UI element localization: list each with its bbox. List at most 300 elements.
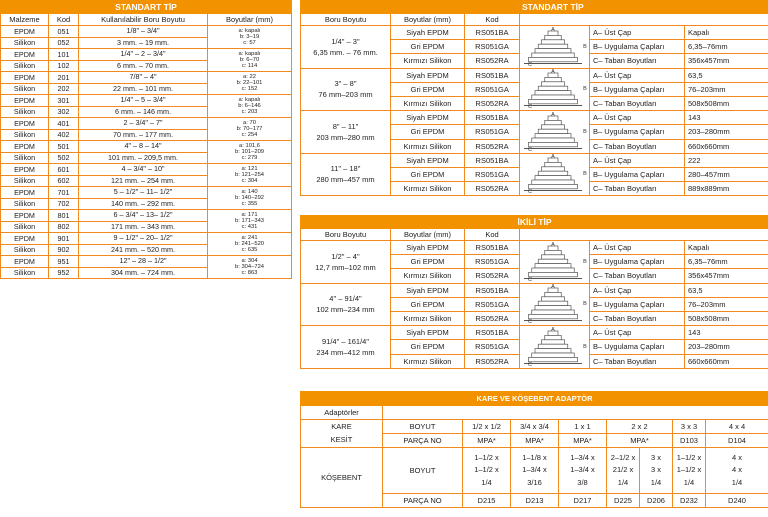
dimension-value: 63,5 [685, 68, 768, 82]
diagram-letter: C [527, 276, 532, 282]
cone-step [535, 91, 571, 95]
material-cell: EPDM [1, 187, 49, 199]
dimension-value: 6,35–76mm [685, 255, 768, 269]
diagram-cell [520, 241, 590, 284]
dimension-value: Kapalı [685, 26, 768, 40]
material-cell: Silikon [1, 244, 49, 256]
diagram-cell [520, 326, 590, 369]
kos-size: 2–1/2 x 21/2 x 1/4 [607, 448, 640, 494]
size-cell: 5 – 1/2" – 11– 1/2" [79, 187, 208, 199]
cone-step [544, 35, 561, 39]
material-cell: Siyah EPDM [391, 283, 465, 297]
size-cell: 304 mm. – 724 mm. [79, 267, 208, 279]
diagram-letter: B [582, 343, 587, 350]
cone-step [531, 268, 574, 272]
size-cell: 2 – 3/4" – 7" [79, 118, 208, 130]
table-row [1, 72, 292, 84]
kos-boyut-label: BOYUT [383, 448, 463, 494]
size-cell: 4 – 3/4" – 10" [79, 164, 208, 176]
header-boru-boyutu: Boru Boyutu [301, 14, 391, 26]
header-boru-boyutu: Boru Boyutu [301, 229, 391, 241]
material-cell: Kırmızı Silikon [391, 96, 465, 110]
code-cell: 702 [49, 198, 79, 210]
kos-part: D217 [559, 494, 607, 508]
dimension-label: C– Taban Boyutları [590, 311, 685, 325]
cone-step [544, 293, 561, 297]
cone-step [538, 302, 568, 306]
material-cell: Silikon [1, 267, 49, 279]
size-cell: 171 mm. – 343 mm. [79, 221, 208, 233]
dimension-cell: a: 304 b: 304–724 c: 863 [208, 256, 292, 279]
material-cell: Gri EPDM [391, 82, 465, 96]
code-cell: RS052RA [465, 139, 520, 153]
size-cell: 12" – 28 – 1/2" [79, 256, 208, 268]
size-cell: 9 – 1/2" – 20– 1/2" [79, 233, 208, 245]
ikili-title: İKİLİ TİP [301, 216, 768, 229]
material-cell: EPDM [1, 164, 49, 176]
code-cell: RS051BA [465, 153, 520, 167]
size-cell: 6 mm. – 146 mm. [79, 106, 208, 118]
cone-step [528, 100, 577, 104]
table-row [301, 111, 768, 125]
cone-step [535, 263, 571, 267]
diagram-cell [520, 283, 590, 326]
dimension-value: 660x660mm [685, 139, 768, 153]
cone-step [528, 142, 577, 146]
boru-size-cell: 1/4" – 3" 6,35 mm. – 76 mm. [301, 26, 391, 69]
diagram-letter: A [550, 26, 555, 33]
material-cell: Kırmızı Silikon [391, 311, 465, 325]
material-cell: Silikon [1, 152, 49, 164]
left-standart-table [0, 0, 292, 279]
cone-step [538, 44, 568, 48]
dimension-value: 203–280mm [685, 125, 768, 139]
header-empty [520, 229, 768, 241]
kare-size: 4 x 4 [706, 420, 768, 434]
size-cell: 6 mm. – 70 mm. [79, 60, 208, 72]
dimension-label: B– Uygulama Çapları [590, 297, 685, 311]
dimension-label: C– Taban Boyutları [590, 96, 685, 110]
dimension-label: B– Uygulama Çapları [590, 167, 685, 181]
kos-size: 3 x 3 x 1/4 [640, 448, 673, 494]
material-cell: Kırmızı Silikon [391, 182, 465, 196]
diagram-letter: A [550, 241, 555, 248]
material-cell: Gri EPDM [391, 125, 465, 139]
ikili-tip-table [300, 215, 768, 369]
dimension-label: A– Üst Çap [590, 26, 685, 40]
code-cell: RS052RA [465, 96, 520, 110]
table-row [301, 153, 768, 167]
boru-size-cell: 1/2" – 4" 12,7 mm–102 mm [301, 241, 391, 284]
dimension-value: 508x508mm [685, 311, 768, 325]
code-cell: 202 [49, 83, 79, 95]
boru-size-cell: 4" – 91/4" 102 mm–234 mm [301, 283, 391, 326]
size-cell: 1/4" – 5 – 3/4" [79, 95, 208, 107]
kos-size: 1–3/4 x 1–3/4 x 3/8 [559, 448, 607, 494]
diagram-letter: B [582, 43, 587, 50]
cone-step [544, 163, 561, 167]
dimension-label: A– Üst Çap [590, 153, 685, 167]
material-cell: Siyah EPDM [391, 241, 465, 255]
size-cell: 140 mm. – 292 mm. [79, 198, 208, 210]
kos-size: 1–1/8 x 1–3/4 x 3/16 [511, 448, 559, 494]
dimension-value: 508x508mm [685, 96, 768, 110]
code-cell: 201 [49, 72, 79, 84]
cone-step [544, 78, 561, 82]
material-cell: Gri EPDM [391, 167, 465, 181]
size-cell: 101 mm. – 209,5 mm. [79, 152, 208, 164]
dimension-value: 356x457mm [685, 54, 768, 68]
table-row [301, 26, 768, 40]
diagram-letter: C [527, 361, 532, 367]
header-boyutlar: Boyutlar (mm) [391, 229, 465, 241]
cone-step [528, 272, 577, 276]
dimension-label: B– Uygulama Çapları [590, 82, 685, 96]
kare-part: D104 [706, 434, 768, 448]
header-malzeme: Malzeme [1, 14, 49, 26]
kare-size: 1/2 x 1/2 [463, 420, 511, 434]
material-cell: Kırmızı Silikon [391, 54, 465, 68]
header-kod: Kod [465, 14, 520, 26]
code-cell: RS051GA [465, 82, 520, 96]
table-row [1, 141, 292, 153]
code-cell: RS051BA [465, 283, 520, 297]
dimension-cell: a: 140 b: 140–292 c: 355 [208, 187, 292, 210]
code-cell: RS052RA [465, 311, 520, 325]
code-cell: RS052RA [465, 54, 520, 68]
dimension-cell: a: 121 b: 121–254 c: 304 [208, 164, 292, 187]
table-row [1, 95, 292, 107]
code-cell: RS051BA [465, 241, 520, 255]
size-cell: 1/4" – 2 – 3/4" [79, 49, 208, 61]
dimension-cell: a: kapalı b: 6–146 c: 203 [208, 95, 292, 118]
code-cell: 701 [49, 187, 79, 199]
code-cell: RS051BA [465, 111, 520, 125]
material-cell: Kırmızı Silikon [391, 139, 465, 153]
cone-step [531, 180, 574, 184]
cone-step [528, 315, 577, 319]
diagram-cell [520, 111, 590, 154]
code-cell: 301 [49, 95, 79, 107]
diagram-letter: B [582, 171, 587, 178]
code-cell: RS051GA [465, 125, 520, 139]
cone-step [531, 310, 574, 314]
material-cell: EPDM [1, 118, 49, 130]
header-boru-boyutu: Kullanılabilir Boru Boyutu [79, 14, 208, 26]
code-cell: 952 [49, 267, 79, 279]
dimension-value: Kapalı [685, 241, 768, 255]
code-cell: 802 [49, 221, 79, 233]
dimension-value: 76–203mm [685, 297, 768, 311]
dimension-label: B– Uygulama Çapları [590, 40, 685, 54]
dimension-label: C– Taban Boyutları [590, 269, 685, 283]
diagram-cell [520, 68, 590, 111]
stepped-cone-diagram [522, 69, 588, 109]
dimension-cell: a: 241 b: 241–520 c: 635 [208, 233, 292, 256]
kare-kesit-label: KARE KESİT [301, 420, 383, 448]
stepped-cone-diagram [522, 154, 588, 194]
material-cell: EPDM [1, 49, 49, 61]
code-cell: 801 [49, 210, 79, 222]
code-cell: RS052RA [465, 182, 520, 196]
dimension-cell: a: 101,6 b: 101–209 c: 279 [208, 141, 292, 164]
size-cell: 3 mm. – 19 mm. [79, 37, 208, 49]
stepped-cone-diagram [522, 327, 588, 367]
stepped-cone-diagram [522, 284, 588, 324]
material-cell: Siyah EPDM [391, 326, 465, 340]
adaptor-title: KARE VE KÖŞEBENT ADAPTÖR [301, 392, 768, 406]
cone-step [541, 255, 564, 259]
material-cell: Gri EPDM [391, 40, 465, 54]
dimension-value: 76–203mm [685, 82, 768, 96]
dimension-label: C– Taban Boyutları [590, 182, 685, 196]
dimension-value: 63,5 [685, 283, 768, 297]
diagram-letter: B [582, 86, 587, 93]
cone-step [544, 250, 561, 254]
cone-step [531, 95, 574, 99]
boru-size-cell: 91/4" – 161/4" 234 mm–412 mm [301, 326, 391, 369]
dimension-value: 660x660mm [685, 354, 768, 368]
code-cell: 951 [49, 256, 79, 268]
kare-part: MPA* [559, 434, 607, 448]
diagram-letter: B [582, 128, 587, 135]
table-row [1, 233, 292, 245]
table-row [301, 283, 768, 297]
cone-step [541, 82, 564, 86]
header-empty [520, 14, 768, 26]
kos-part: D215 [463, 494, 511, 508]
adaptorler-label: Adaptörler [301, 406, 383, 420]
size-cell: 70 mm. – 177 mm. [79, 129, 208, 141]
cone-step [538, 129, 568, 133]
code-cell: RS051GA [465, 340, 520, 354]
cone-step [538, 259, 568, 263]
table-row [1, 187, 292, 199]
dimension-label: C– Taban Boyutları [590, 139, 685, 153]
dimension-label: C– Taban Boyutları [590, 54, 685, 68]
stepped-cone-diagram [522, 112, 588, 152]
material-cell: Silikon [1, 175, 49, 187]
diagram-cell [520, 26, 590, 69]
cone-step [541, 125, 564, 129]
material-cell: Silikon [1, 129, 49, 141]
code-cell: 601 [49, 164, 79, 176]
stepped-cone-diagram [522, 242, 588, 282]
dimension-label: B– Uygulama Çapları [590, 125, 685, 139]
dimension-value: 889x889mm [685, 182, 768, 196]
table-row [1, 256, 292, 268]
dimension-value: 203–280mm [685, 340, 768, 354]
cone-step [528, 357, 577, 361]
cone-step [541, 167, 564, 171]
cone-step [535, 134, 571, 138]
cone-step [531, 353, 574, 357]
diagram-letter: C [527, 146, 532, 152]
kosebent-label: KÖŞEBENT [301, 448, 383, 508]
dimension-label: A– Üst Çap [590, 241, 685, 255]
boru-size-cell: 8" – 11" 203 mm–280 mm [301, 111, 391, 154]
adaptorler-empty [383, 406, 768, 420]
material-cell: EPDM [1, 210, 49, 222]
cone-step [544, 335, 561, 339]
diagram-letter: A [550, 284, 555, 291]
diagram-cell [520, 153, 590, 196]
diagram-letter: C [527, 189, 532, 195]
code-cell: 502 [49, 152, 79, 164]
header-boyutlar: Boyutlar (mm) [391, 14, 465, 26]
cone-step [544, 120, 561, 124]
kos-parca-label: PARÇA NO [383, 494, 463, 508]
material-cell: Kırmızı Silikon [391, 354, 465, 368]
code-cell: RS051GA [465, 40, 520, 54]
dimension-label: A– Üst Çap [590, 326, 685, 340]
dimension-label: A– Üst Çap [590, 68, 685, 82]
cone-step [528, 185, 577, 189]
material-cell: Silikon [1, 198, 49, 210]
cone-step [535, 48, 571, 52]
diagram-letter: A [550, 69, 555, 76]
code-cell: RS051BA [465, 68, 520, 82]
kare-parca-label: PARÇA NO [383, 434, 463, 448]
material-cell: EPDM [1, 95, 49, 107]
boru-size-cell: 11" – 18" 280 mm–457 mm [301, 153, 391, 196]
size-cell: 22 mm. – 101 mm. [79, 83, 208, 95]
kos-size: 4 x 4 x 1/4 [706, 448, 768, 494]
diagram-letter: C [527, 104, 532, 110]
material-cell: Silikon [1, 37, 49, 49]
material-cell: EPDM [1, 72, 49, 84]
cone-step [538, 87, 568, 91]
table-row [1, 164, 292, 176]
size-cell: 7/8" – 4" [79, 72, 208, 84]
cone-step [531, 53, 574, 57]
dimension-cell: a: 171 b: 171–343 c: 431 [208, 210, 292, 233]
code-cell: 102 [49, 60, 79, 72]
left-table-title: STANDART TİP [1, 1, 292, 14]
dimension-value: 222 [685, 153, 768, 167]
code-cell: RS051BA [465, 326, 520, 340]
material-cell: EPDM [1, 233, 49, 245]
diagram-letter: B [582, 258, 587, 265]
dimension-cell: a: 22 b: 22–101 c: 152 [208, 72, 292, 95]
table-row [301, 68, 768, 82]
dimension-value: 356x457mm [685, 269, 768, 283]
table-row [1, 118, 292, 130]
code-cell: 901 [49, 233, 79, 245]
dimension-label: B– Uygulama Çapları [590, 255, 685, 269]
kare-part: MPA* [607, 434, 673, 448]
cone-step [535, 349, 571, 353]
code-cell: 902 [49, 244, 79, 256]
dimension-label: B– Uygulama Çapları [590, 340, 685, 354]
dimension-label: A– Üst Çap [590, 111, 685, 125]
size-cell: 241 mm. – 520 mm. [79, 244, 208, 256]
kos-part: D206 [640, 494, 673, 508]
kare-size: 1 x 1 [559, 420, 607, 434]
table-row [1, 49, 292, 61]
code-cell: 051 [49, 26, 79, 38]
cone-step [528, 57, 577, 61]
dimension-cell: a: kapalı b: 6–70 c: 114 [208, 49, 292, 72]
code-cell: 052 [49, 37, 79, 49]
adaptor-table [300, 391, 768, 508]
standart-tip-table [300, 0, 768, 196]
dimension-value: 143 [685, 111, 768, 125]
dimension-label: C– Taban Boyutları [590, 354, 685, 368]
code-cell: RS051BA [465, 26, 520, 40]
diagram-letter: A [550, 154, 555, 161]
dimension-label: A– Üst Çap [590, 283, 685, 297]
diagram-letter: B [582, 301, 587, 308]
diagram-letter: C [527, 61, 532, 67]
dimension-value: 280–457mm [685, 167, 768, 181]
material-cell: Gri EPDM [391, 297, 465, 311]
diagram-letter: C [527, 319, 532, 325]
code-cell: 401 [49, 118, 79, 130]
material-cell: Gri EPDM [391, 340, 465, 354]
diagram-letter: A [550, 111, 555, 118]
material-cell: Kırmızı Silikon [391, 269, 465, 283]
material-cell: Siyah EPDM [391, 111, 465, 125]
code-cell: RS051GA [465, 167, 520, 181]
code-cell: RS051GA [465, 255, 520, 269]
material-cell: Siyah EPDM [391, 68, 465, 82]
kos-size: 1–1/2 x 1–1/2 x 1/4 [463, 448, 511, 494]
kare-part: MPA* [511, 434, 559, 448]
kare-size: 3/4 x 3/4 [511, 420, 559, 434]
material-cell: Silikon [1, 83, 49, 95]
size-cell: 6 – 3/4" – 13– 1/2" [79, 210, 208, 222]
size-cell: 121 mm. – 254 mm. [79, 175, 208, 187]
code-cell: RS051GA [465, 297, 520, 311]
size-cell: 4" – 8 – 14" [79, 141, 208, 153]
kare-boyut-label: BOYUT [383, 420, 463, 434]
boru-size-cell: 3" – 8" 76 mm–203 mm [301, 68, 391, 111]
code-cell: 302 [49, 106, 79, 118]
standart-blank-header [301, 1, 520, 14]
kos-part: D213 [511, 494, 559, 508]
code-cell: 402 [49, 129, 79, 141]
table-row [1, 210, 292, 222]
material-cell: Silikon [1, 60, 49, 72]
material-cell: Siyah EPDM [391, 153, 465, 167]
material-cell: EPDM [1, 26, 49, 38]
cone-step [541, 40, 564, 44]
cone-step [538, 344, 568, 348]
code-cell: RS052RA [465, 354, 520, 368]
material-cell: Silikon [1, 106, 49, 118]
code-cell: 602 [49, 175, 79, 187]
cone-step [538, 172, 568, 176]
kos-size: 1–1/2 x 1–1/2 x 1/4 [673, 448, 706, 494]
kos-part: D225 [607, 494, 640, 508]
diagram-letter: A [550, 326, 555, 333]
header-kod: Kod [465, 229, 520, 241]
table-row [1, 26, 292, 38]
table-row [301, 241, 768, 255]
dimension-value: 6,35–76mm [685, 40, 768, 54]
cone-step [535, 176, 571, 180]
standart-title: STANDART TİP [520, 1, 768, 14]
header-boyutlar: Boyutlar (mm) [208, 14, 292, 26]
code-cell: 501 [49, 141, 79, 153]
size-cell: 1/8" – 3/4" [79, 26, 208, 38]
dimension-cell: a: 70 b: 70–177 c: 254 [208, 118, 292, 141]
material-cell: Siyah EPDM [391, 26, 465, 40]
cone-step [541, 297, 564, 301]
material-cell: Silikon [1, 221, 49, 233]
kos-part: D232 [673, 494, 706, 508]
